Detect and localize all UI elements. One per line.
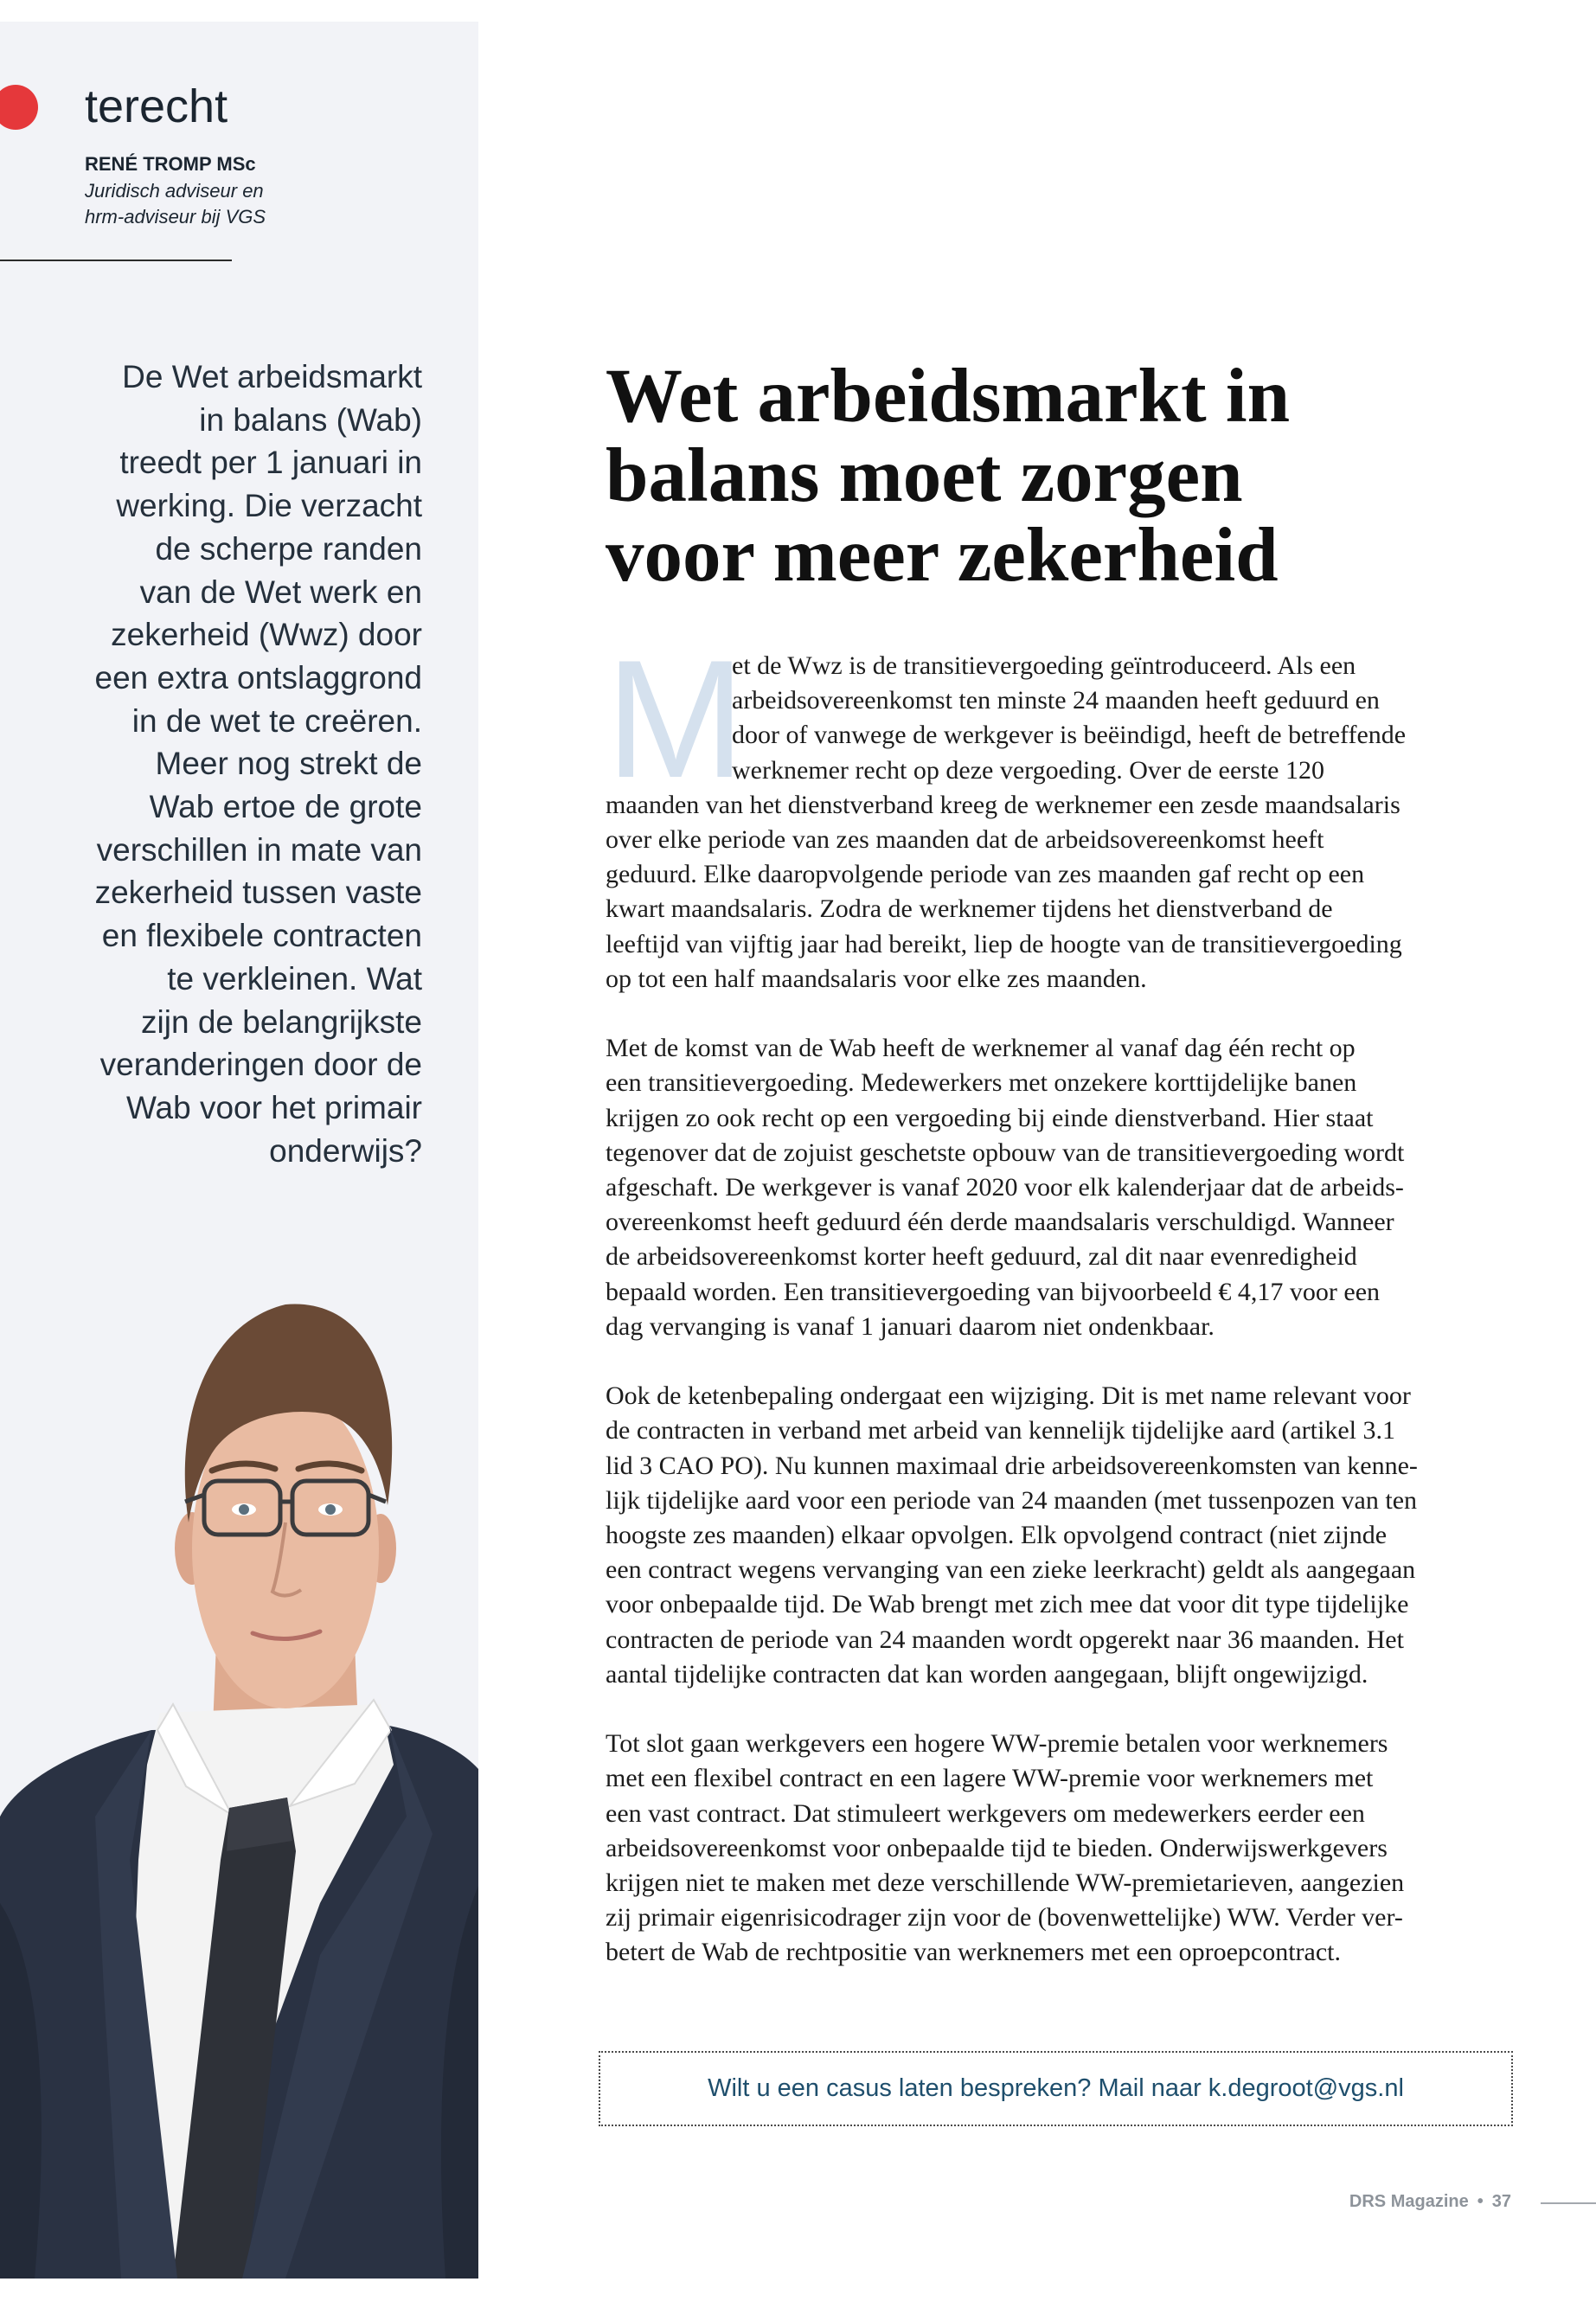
contact-callout (599, 2051, 1513, 2126)
paragraph-line: overeenkomst heeft geduurd één derde maandsalaris verschuldigd. Wanneer (606, 1208, 1394, 1237)
intro-line: in balans (Wab) (199, 401, 422, 438)
paragraph-line: betert de Wab de rechtpositie van werknemers met een oproepcontract. (606, 1938, 1342, 1967)
paragraph-line: Tot slot gaan werkgevers een hogere WW-premie betalen voor werknemers (606, 1729, 1388, 1759)
intro-line: werking. Die verzacht (116, 488, 422, 524)
author-roles (85, 178, 266, 230)
intro-line: Meer nog strekt de (155, 746, 422, 782)
author-name: RENÉ TROMP MSc (85, 153, 256, 175)
drop-cap: M (606, 625, 746, 813)
paragraph-line: kwart maandsalaris. Zodra de werknemer tijdens het dienstverband de (606, 894, 1333, 924)
intro-line: onderwijs? (269, 1132, 422, 1169)
paragraph-line: et de Wwz is de transitievergoeding geïntroduceerd. Als een (732, 651, 1356, 680)
intro-line: Wab ertoe de grote (149, 789, 422, 825)
intro-line: een extra ontslaggrond (94, 659, 422, 695)
paragraph-line: lijk tijdelijke aard voor een periode van 24 maanden (met tussenpozen van ten (606, 1485, 1418, 1515)
author-role-line: hrm-adviseur bij VGS (85, 206, 266, 228)
intro-line: in de wet te creëren. (131, 702, 422, 739)
paragraph-line: tegenover dat de zojuist geschetste opbouw van de transitievergoeding wordt (606, 1138, 1405, 1167)
paragraph-line: over elke periode van zes maanden dat de arbeidsovereenkomst heeft (606, 825, 1324, 855)
page-number: 37 (1491, 2192, 1511, 2211)
intro-line: treedt per 1 januari in (119, 445, 422, 481)
paragraph-line: zij primair eigenrisicodrager zijn voor de (bovenwettelijke) WW. Verder ver- (606, 1903, 1403, 1932)
intro-line: zijn de belangrijkste (141, 1003, 422, 1040)
paragraph-line: arbeidsovereenkomst ten minste 24 maanden heeft geduurd en (732, 686, 1380, 715)
article-paragraph (606, 649, 1557, 997)
paragraph-line: voor onbepaalde tijd. De Wab brengt met zich mee dat voor dit type tijdelijke (606, 1590, 1409, 1619)
article-paragraph (606, 1031, 1557, 1344)
article (599, 0, 1596, 2301)
paragraph-line: de contracten in verband met arbeid van kennelijk tijdelijke aard (artikel 3.1 (606, 1416, 1395, 1445)
page-footer (1349, 2191, 1511, 2212)
sidebar (0, 22, 478, 2279)
paragraph-line: een contract wegens vervanging van een zieke leerkracht) geldt als aangegaan (606, 1555, 1416, 1585)
section-accent-dot (0, 85, 38, 130)
intro-line: verschillen in mate van (96, 831, 422, 868)
paragraph-line: contracten de periode van 24 maanden wordt opgerekt naar 36 maanden. Het (606, 1625, 1404, 1654)
paragraph-line: arbeidsovereenkomst voor onbepaalde tijd te bieden. Onderwijswerkgevers (606, 1833, 1388, 1862)
intro-line: veranderingen door de (99, 1047, 422, 1083)
title-line: Wet arbeidsmarkt in (606, 354, 1291, 439)
paragraph-line: krijgen niet te maken met deze verschillende WW-premietarieven, aangezien (606, 1868, 1405, 1898)
paragraph-line: door of vanwege de werkgever is beëindigd, heeft de betreffende (732, 721, 1407, 750)
intro-line: zekerheid (Wwz) door (111, 617, 422, 653)
paragraph-line: afgeschaft. De werkgever is vanaf 2020 voor elk kalenderjaar dat de arbeids- (606, 1173, 1404, 1202)
author-role-line: Juridisch adviseur en (85, 180, 264, 202)
intro-line: De Wet arbeidsmarkt (122, 359, 422, 394)
title-line: voor meer zekerheid (606, 513, 1279, 598)
paragraph-line: een vast contract. Dat stimuleert werkgevers om medewerkers eerder een (606, 1798, 1365, 1828)
sidebar-divider (0, 260, 232, 261)
intro-line: Wab voor het primair (125, 1089, 422, 1125)
footer-rule (1541, 2202, 1596, 2204)
paragraph-line: op tot een half maandsalaris voor elke zes maanden. (606, 964, 1147, 993)
paragraph-line: de arbeidsovereenkomst korter heeft geduurd, zal dit naar evenredigheid (606, 1242, 1357, 1272)
section-label: terecht (85, 80, 228, 132)
paragraph-line: leeftijd van vijftig jaar had bereikt, liep de hoogte van de transitievergoeding (606, 929, 1402, 958)
callout-email-link[interactable]: k.degroot@vgs.nl (1208, 2074, 1404, 2102)
intro-line: te verkleinen. Wat (167, 960, 422, 997)
paragraph-line: lid 3 CAO PO). Nu kunnen maximaal drie arbeidsovereenkomsten van kenne- (606, 1451, 1418, 1480)
paragraph-line: Met de komst van de Wab heeft de werknemer al vanaf dag één recht op (606, 1034, 1356, 1063)
paragraph-line: een transitievergoeding. Medewerkers met onzekere korttijdelijke banen (606, 1068, 1357, 1098)
paragraph-line: krijgen zo ook recht op een vergoeding bij einde dienstverband. Hier staat (606, 1103, 1374, 1132)
paragraph-line: maanden van het dienstverband kreeg de werknemer een zesde maandsalaris (606, 790, 1401, 819)
paragraph-line: met een flexibel contract en een lagere WW-premie voor werknemers met (606, 1764, 1374, 1793)
intro-line: de scherpe randen (155, 530, 422, 567)
intro-line: van de Wet werk en (139, 574, 422, 610)
intro-text (0, 356, 422, 1172)
author-photo (0, 1298, 478, 2279)
paragraph-line: geduurd. Elke daaropvolgende periode van zes maanden gaf recht op een (606, 860, 1365, 889)
paragraph-line: bepaald worden. Een transitievergoeding van bijvoorbeeld € 4,17 voor een (606, 1277, 1381, 1306)
intro-line: en flexibele contracten (101, 918, 422, 954)
article-paragraph (606, 1379, 1557, 1692)
title-line: balans moet zorgen (606, 433, 1243, 518)
article-paragraph (606, 1727, 1557, 1970)
intro-line: zekerheid tussen vaste (94, 875, 422, 911)
article-body (606, 649, 1557, 2005)
callout-prompt: Wilt u een casus laten bespreken? Mail naar (708, 2074, 1202, 2102)
article-title (606, 354, 1291, 598)
paragraph-line: hoogste zes maanden) elkaar opvolgen. Elk opvolgend contract (niet zijnde (606, 1521, 1388, 1550)
paragraph-line: Ook de ketenbepaling ondergaat een wijziging. Dit is met name relevant voor (606, 1381, 1411, 1411)
magazine-name: DRS Magazine (1349, 2192, 1469, 2211)
paragraph-line: dag vervanging is vanaf 1 januari daarom niet ondenkbaar. (606, 1311, 1215, 1341)
paragraph-line: aantal tijdelijke contracten dat kan worden aangegaan, blijft ongewijzigd. (606, 1659, 1368, 1689)
footer-separator: • (1477, 2192, 1484, 2211)
paragraph-line: werknemer recht op deze vergoeding. Over de eerste 120 (732, 755, 1324, 785)
